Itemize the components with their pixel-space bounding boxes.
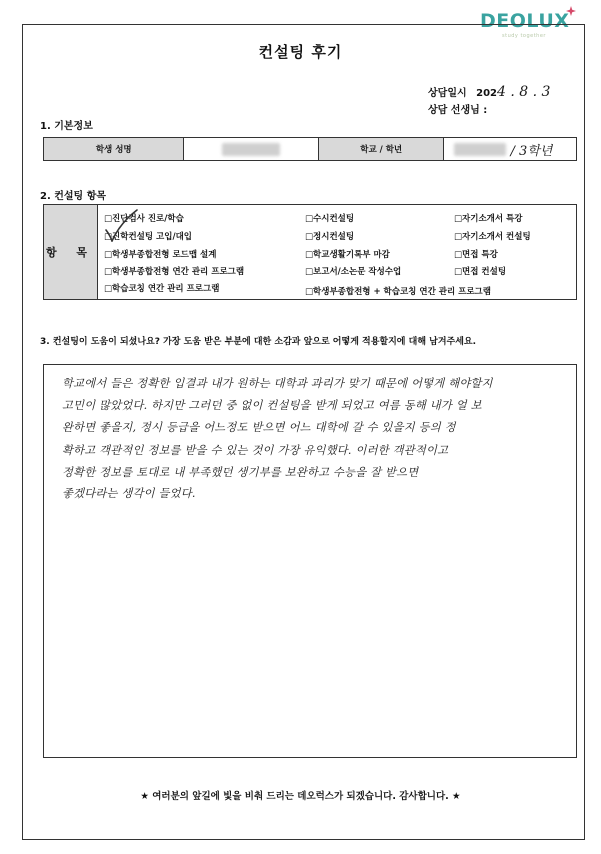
option-susi-consulting[interactable]: □수시컨설팅 <box>305 214 355 224</box>
option-study-coaching[interactable]: □학습코칭 연간 관리 프로그램 <box>104 284 220 294</box>
redacted-school <box>454 143 506 156</box>
page-title: 컨설팅 후기 <box>258 43 343 61</box>
school-grade-value <box>443 138 576 160</box>
option-record-closing[interactable]: □학교생활기록부 마감 <box>305 250 390 260</box>
school-grade-label: 학교 / 학년 <box>318 138 444 160</box>
checkbox[interactable]: □ <box>104 232 113 242</box>
checkbox[interactable]: □ <box>454 267 463 277</box>
checkbox[interactable]: □ <box>104 250 113 260</box>
student-name-label: 학생 성명 <box>44 138 183 160</box>
option-diagnostic-test[interactable]: □진단검사 진로/학습 <box>104 214 184 224</box>
footer-message: ★ 여러분의 앞길에 빛을 비춰 드리는 데오럭스가 되겠습니다. 감사합니다. ★ <box>140 791 461 802</box>
grade-handwritten: / 3학년 <box>510 143 553 159</box>
checkbox[interactable]: □ <box>305 287 314 297</box>
star-icon <box>566 6 576 16</box>
option-roadmap-design[interactable]: □학생부종합전형 로드맵 설계 <box>104 250 217 260</box>
checkbox[interactable]: □ <box>305 214 314 224</box>
checkbox[interactable]: □ <box>305 250 314 260</box>
answer-line: 완하면 좋을지, 정시 등급을 어느정도 받으면 어느 대학에 갈 수 있을지 등의 정 <box>62 421 456 434</box>
consult-date <box>428 84 550 100</box>
counselor <box>428 101 487 116</box>
option-interview-lecture[interactable]: □면접 특강 <box>454 250 498 260</box>
option-combined-program[interactable]: □학생부종합전형 + 학습코칭 연간 관리 프로그램 <box>305 287 491 297</box>
option-report-writing[interactable]: □보고서/소논문 작성수업 <box>305 267 402 277</box>
option-essay-lecture[interactable]: □자기소개서 특강 <box>454 214 523 224</box>
date-handwritten: 4 . 8 . 3 <box>497 84 551 100</box>
checkbox[interactable]: □ <box>454 214 463 224</box>
checkbox[interactable]: □ <box>454 232 463 242</box>
logo-subtext: study together <box>502 33 546 39</box>
date-label: 상담일시 <box>428 88 467 99</box>
section-consulting-items-heading: 2. 컨설팅 항목 <box>40 191 107 202</box>
option-essay-consulting[interactable]: □자기소개서 컨설팅 <box>454 232 531 242</box>
logo-text: DEOLUX <box>480 10 570 32</box>
redacted-name <box>222 143 280 156</box>
basic-info-table <box>43 137 577 161</box>
checkbox[interactable]: □ <box>104 267 113 277</box>
option-interview-consulting[interactable]: □면접 컨설팅 <box>454 267 507 277</box>
checkmark-icon <box>104 208 138 242</box>
section-basic-info-heading: 1. 기본정보 <box>40 121 93 132</box>
checkbox[interactable]: □ <box>104 284 113 294</box>
feedback-question: 3. 컨설팅이 도움이 되셨나요? 가장 도움 받은 부분에 대한 소감과 앞으로 어떻게 적용할지에 대해 남겨주세요. <box>40 337 477 347</box>
answer-line: 정확한 정보를 토대로 내 부족했던 생기부를 보완하고 수능을 잘 받으면 <box>62 466 419 479</box>
answer-line: 확하고 객관적인 정보를 받을 수 있는 것이 가장 유익했다. 이러한 객관적이고 <box>62 444 449 457</box>
student-name-value <box>183 138 317 160</box>
items-row-header: 항 목 <box>44 205 98 299</box>
checkbox[interactable]: □ <box>104 214 113 224</box>
date-printed: 202 <box>476 88 497 99</box>
feedback-answer-box <box>43 364 577 758</box>
answer-line: 좋겠다라는 생각이 들었다. <box>62 487 196 500</box>
checkbox[interactable]: □ <box>454 250 463 260</box>
checkbox[interactable]: □ <box>305 267 314 277</box>
option-yearly-management[interactable]: □학생부종합전형 연간 관리 프로그램 <box>104 267 245 277</box>
counselor-label: 상담 선생님 : <box>428 105 488 116</box>
answer-line: 학교에서 들은 정확한 입결과 내가 원하는 대학과 과리가 맞기 때문에 어떻게 해야할지 <box>62 377 493 390</box>
checkbox[interactable]: □ <box>305 232 314 242</box>
answer-line: 고민이 많았었다. 하지만 그러던 중 없이 컨설팅을 받게 되었고 여름 동해 내가 얼 보 <box>62 399 482 412</box>
option-jeongsi-consulting[interactable]: □정시컨설팅 <box>305 232 355 242</box>
option-admission-consulting[interactable]: □진학컨설팅 고입/대입 <box>104 232 192 242</box>
